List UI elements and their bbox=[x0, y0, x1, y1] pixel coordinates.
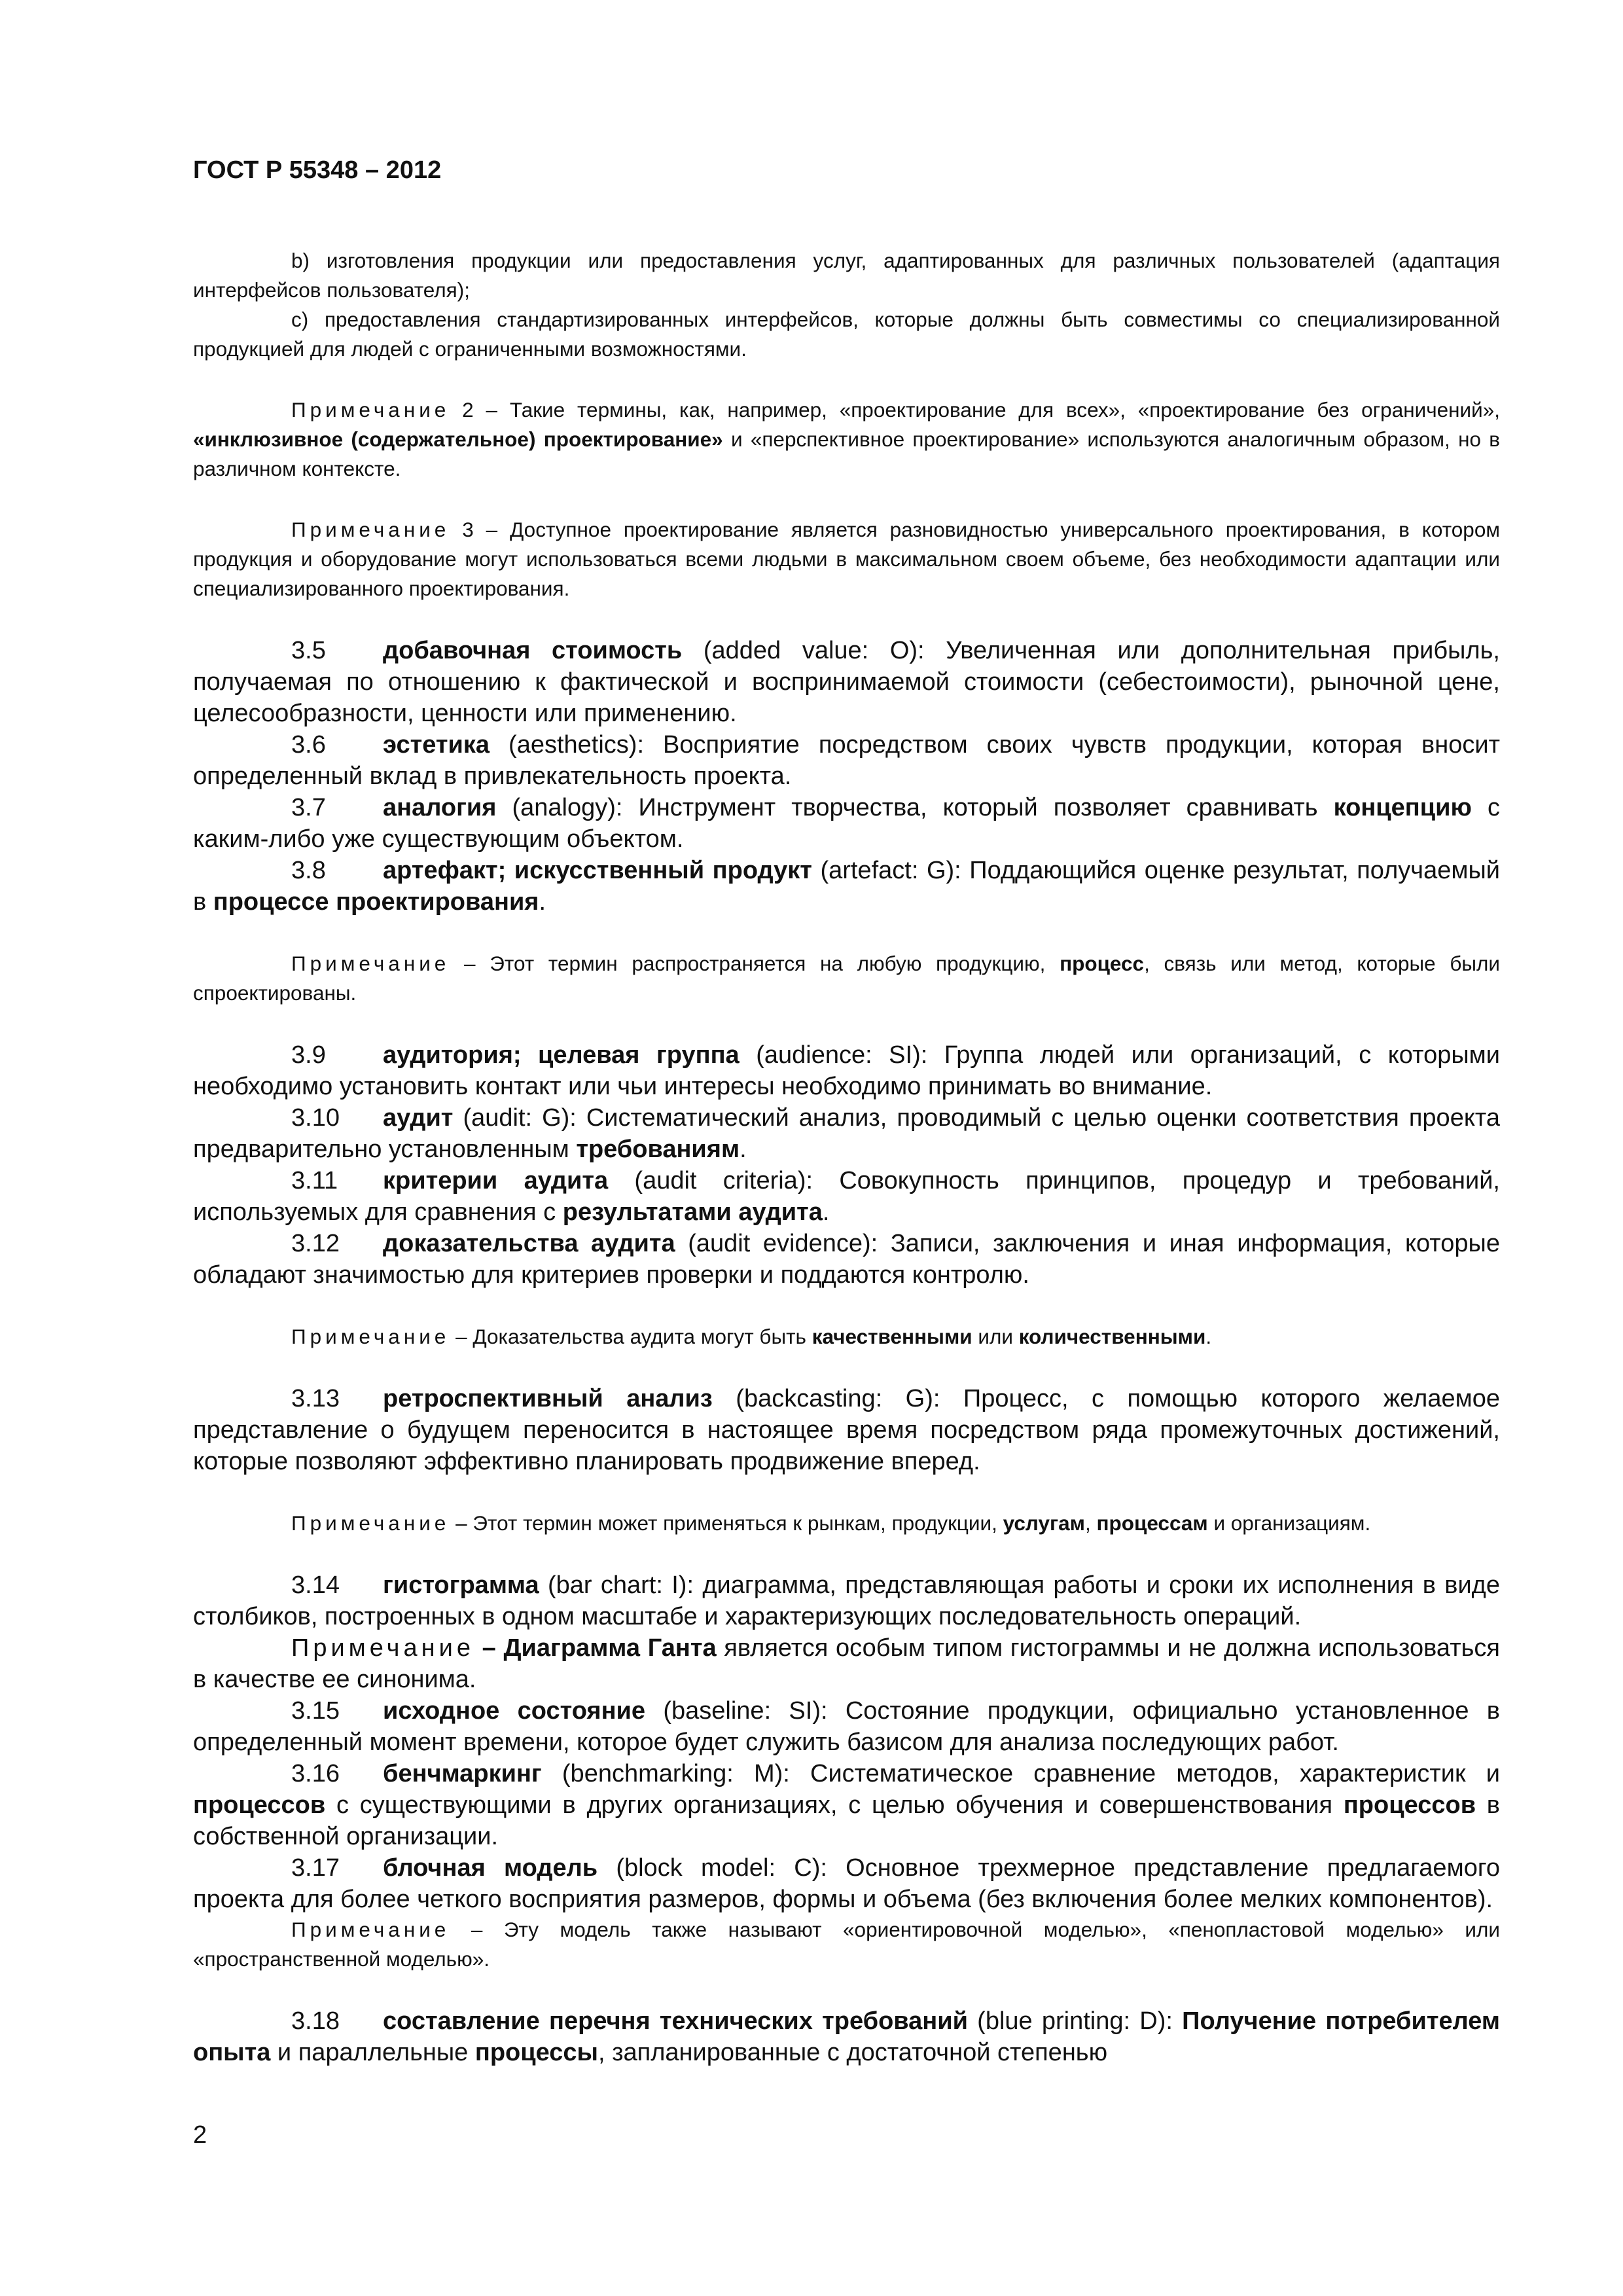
term-3-11: 3.11 критерии аудита (audit criteria): Совокупность принципов, процедур и требований, используемых для сравнения с результатами аудита. bbox=[193, 1167, 1500, 1226]
list-item-b: b) изготовления продукции или предоставления услуг, адаптированных для различных пользователей (адаптация интерфейсов пользователя); bbox=[193, 249, 1500, 302]
term-3-14: 3.14 гистограмма (bar chart: I): диаграмма, представляющая работы и сроки их исполнения в виде столбиков, построенных в одном масштабе и характеризующих последовательность операций. bbox=[193, 1571, 1500, 1630]
note-label: Примечание bbox=[291, 1325, 450, 1348]
list-item-c: с) предоставления стандартизированных интерфейсов, которые должны быть совместимы со специализированной продукцией для людей с ограниченными возможностями. bbox=[193, 308, 1500, 361]
note-label: Примечание bbox=[291, 1918, 450, 1941]
note-label: Примечание bbox=[291, 1634, 474, 1662]
note-term-3-8: Примечание – Этот термин распространяется на любую продукцию, процесс, связь или метод, которые были спроектированы. bbox=[193, 952, 1500, 1005]
term-3-15: 3.15 исходное состояние (baseline: SI): Состояние продукции, официально установленное в определенный момент времени, которое будет служить базисом для анализа последующих работ. bbox=[193, 1697, 1500, 1756]
note-term-3-12: Примечание – Доказательства аудита могут быть качественными или количественными. bbox=[291, 1325, 1212, 1348]
note-label: Примечание bbox=[291, 1511, 450, 1535]
term-3-5: 3.5 добавочная стоимость (added value: O): Увеличенная или дополнительная прибыль, получаемая по отношению к фактической и воспринимаемой стоимости (себестоимости), рыночной цене, целесообразности, ценности или применению. bbox=[193, 637, 1500, 727]
note-term-3-13: Примечание – Этот термин может применяться к рынкам, продукции, услугам, процессам и организациям. bbox=[291, 1511, 1371, 1535]
term-3-7: 3.7 аналогия (analogy): Инструмент творчества, который позволяет сравнивать концепцию с каким-либо уже существующим объектом. bbox=[193, 794, 1500, 853]
term-3-17: 3.17 блочная модель (block model: C): Основное трехмерное представление предлагаемого проекта для более четкого восприятия размеров, формы и объема (без включения более мелких компонентов). bbox=[193, 1854, 1500, 1913]
term-3-8: 3.8 артефакт; искусственный продукт (artefact: G): Поддающийся оценке результат, получаемый в процессе проектирования. bbox=[193, 857, 1500, 916]
note-label: Примечание bbox=[291, 952, 450, 975]
term-3-16: 3.16 бенчмаркинг (benchmarking: M): Систематическое сравнение методов, характеристик и процессов с существующими в других организациях, с целью обучения и совершенствования процессов в собственной организации. bbox=[193, 1760, 1500, 1850]
note-3: Примечание 3 – Доступное проектирование является разновидностью универсального проектирования, в котором продукция и оборудование могут использоваться всеми людьми в максимальном своем объеме, без необходимости адаптации или специализированного проектирования. bbox=[193, 518, 1500, 600]
note-term-3-14: Примечание – Диаграмма Ганта является особым типом гистограммы и не должна использоваться в качестве ее синонима. bbox=[193, 1634, 1500, 1693]
note-2: Примечание 2 – Такие термины, как, например, «проектирование для всех», «проектирование без ограничений», «инклюзивное (содержательное) проектирование» и «перспективное проектирование» используются аналогичным образом, но в различном контексте. bbox=[193, 398, 1500, 480]
document-body bbox=[193, 246, 1500, 2068]
page-number: 2 bbox=[193, 2121, 207, 2149]
term-3-10: 3.10 аудит (audit: G): Систематический анализ, проводимый с целью оценки соответствия проекта предварительно установленным требованиям. bbox=[193, 1104, 1500, 1163]
note-term-3-17: Примечание – Эту модель также называют «ориентировочной моделью», «пенопластовой моделью» или «пространственной моделью». bbox=[193, 1918, 1500, 1971]
note-label: Примечание bbox=[291, 398, 450, 422]
term-3-13: 3.13 ретроспективный анализ (backcasting: G): Процесс, с помощью которого желаемое представление о будущем переносится в настоящее время посредством ряда промежуточных достижений, которые позволяют эффективно планировать продвижение вперед. bbox=[193, 1385, 1500, 1475]
term-3-12: 3.12 доказательства аудита (audit evidence): Записи, заключения и иная информация, которые обладают значимостью для критериев проверки и поддаются контролю. bbox=[193, 1230, 1500, 1289]
term-3-9: 3.9 аудитория; целевая группа (audience: SI): Группа людей или организаций, с которыми необходимо установить контакт или чьи интересы необходимо принимать во внимание. bbox=[193, 1041, 1500, 1100]
term-3-6: 3.6 эстетика (aesthetics): Восприятие посредством своих чувств продукции, которая вносит определенный вклад в привлекательность проекта. bbox=[193, 731, 1500, 790]
document-header: ГОСТ Р 55348 – 2012 bbox=[193, 156, 442, 184]
note-label: Примечание bbox=[291, 518, 450, 541]
term-3-18: 3.18 составление перечня технических требований (blue printing: D): Получение потребителем опыта и параллельные процессы, запланированные с достаточной степенью bbox=[193, 2007, 1500, 2066]
